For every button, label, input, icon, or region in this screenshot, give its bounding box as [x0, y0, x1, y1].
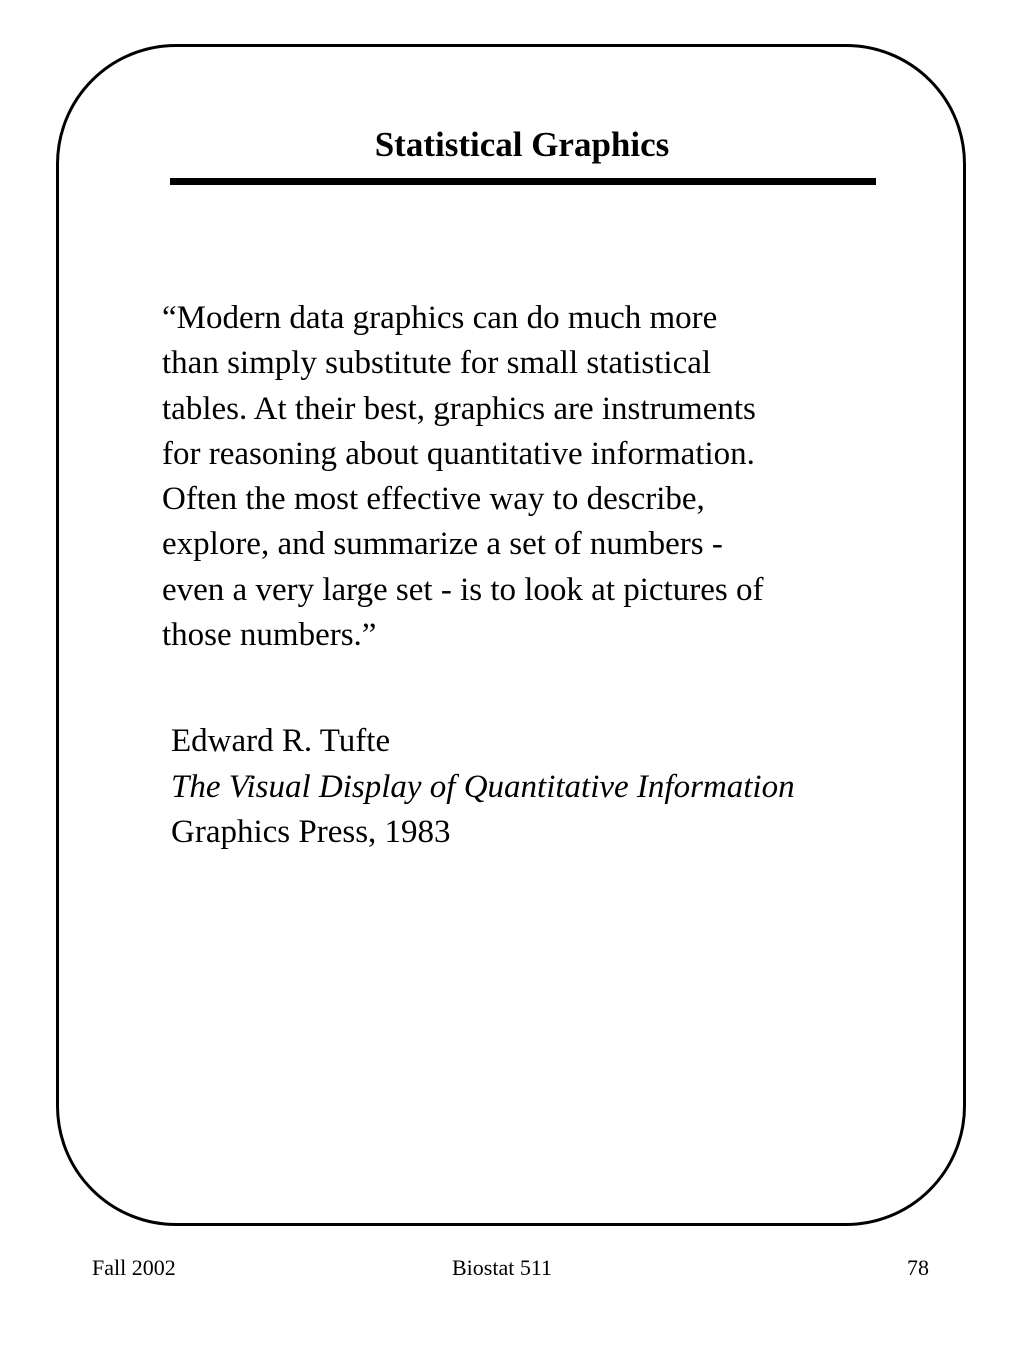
- quote-line: explore, and summarize a set of numbers -: [162, 526, 723, 563]
- quote-line: tables. At their best, graphics are instruments: [162, 390, 756, 427]
- citation-publisher: Graphics Press, 1983: [171, 814, 451, 850]
- quote-line: those numbers.”: [162, 617, 377, 654]
- quote-line: than simply substitute for small statistical: [162, 345, 712, 382]
- quote-line: for reasoning about quantitative information.: [162, 435, 755, 472]
- quote-line: even a very large set - is to look at pictures of: [162, 571, 764, 608]
- quote-block: [162, 296, 882, 658]
- footer-page-number: 78: [907, 1255, 929, 1280]
- footer-term: Fall 2002: [92, 1255, 176, 1280]
- slide-title: Statistical Graphics: [374, 125, 670, 164]
- quote-line: Often the most effective way to describe,: [162, 481, 705, 518]
- citation-author: Edward R. Tufte: [171, 723, 391, 759]
- citation-block: [171, 719, 931, 856]
- citation-book-title: The Visual Display of Quantitative Information: [171, 768, 795, 805]
- quote-line: “Modern data graphics can do much more: [162, 300, 718, 336]
- footer-course: Biostat 511: [452, 1255, 553, 1280]
- title-underline: [170, 178, 876, 185]
